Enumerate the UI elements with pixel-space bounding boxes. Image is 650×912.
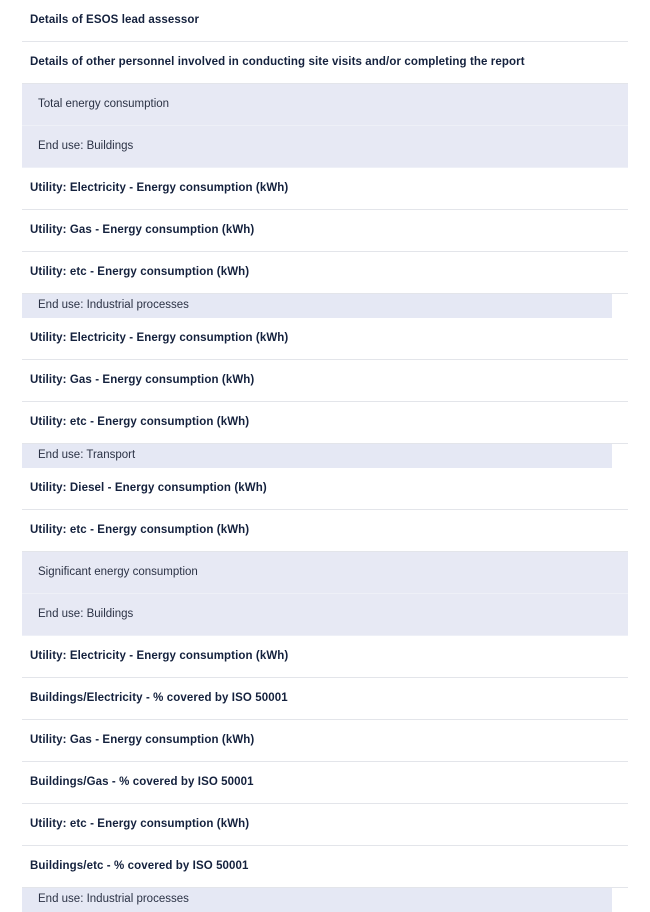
row-label: Significant energy consumption xyxy=(38,565,198,578)
row-label: Utility: Electricity - Energy consumption (kWh) xyxy=(30,649,289,662)
row-label: End use: Transport xyxy=(38,449,136,462)
field-row xyxy=(22,252,628,294)
field-row xyxy=(22,804,628,846)
row-label: Utility: etc - Energy consumption (kWh) xyxy=(30,817,250,830)
row-label: Total energy consumption xyxy=(38,97,170,110)
row-label: Buildings/etc - % covered by ISO 50001 xyxy=(30,859,249,872)
section-row xyxy=(22,594,628,636)
field-row xyxy=(22,210,628,252)
row-label: Utility: Gas - Energy consumption (kWh) xyxy=(30,733,255,746)
row-label: Utility: Gas - Energy consumption (kWh) xyxy=(30,373,255,386)
field-row xyxy=(22,468,628,510)
row-label: End use: Buildings xyxy=(38,607,134,620)
field-row xyxy=(22,42,628,84)
field-row xyxy=(22,762,628,804)
field-row xyxy=(22,510,628,552)
field-row xyxy=(22,636,628,678)
field-row xyxy=(22,360,628,402)
row-label: Utility: Gas - Energy consumption (kWh) xyxy=(30,223,255,236)
section-row xyxy=(22,126,628,168)
section-row xyxy=(22,888,612,912)
field-row xyxy=(22,678,628,720)
field-row xyxy=(22,168,628,210)
field-row xyxy=(22,0,628,42)
row-label: Buildings/Electricity - % covered by ISO 50001 xyxy=(30,691,288,704)
row-label: Buildings/Gas - % covered by ISO 50001 xyxy=(30,775,254,788)
section-row xyxy=(22,84,628,126)
row-label: Details of ESOS lead assessor xyxy=(30,13,200,26)
row-label: Utility: etc - Energy consumption (kWh) xyxy=(30,523,250,536)
row-label: End use: Industrial processes xyxy=(38,299,189,312)
row-label: End use: Buildings xyxy=(38,139,134,152)
row-label: Details of other personnel involved in conducting site visits and/or completing the report xyxy=(30,55,525,68)
row-label: Utility: Electricity - Energy consumption (kWh) xyxy=(30,181,289,194)
row-list xyxy=(22,0,628,912)
row-label: Utility: etc - Energy consumption (kWh) xyxy=(30,415,250,428)
row-label: End use: Industrial processes xyxy=(38,893,189,906)
field-row xyxy=(22,720,628,762)
field-row xyxy=(22,402,628,444)
field-row xyxy=(22,318,628,360)
row-label: Utility: etc - Energy consumption (kWh) xyxy=(30,265,250,278)
field-row xyxy=(22,846,628,888)
section-row xyxy=(22,444,612,468)
section-row xyxy=(22,294,612,318)
section-row xyxy=(22,552,628,594)
row-label: Utility: Diesel - Energy consumption (kWh) xyxy=(30,481,267,494)
row-label: Utility: Electricity - Energy consumption (kWh) xyxy=(30,331,289,344)
